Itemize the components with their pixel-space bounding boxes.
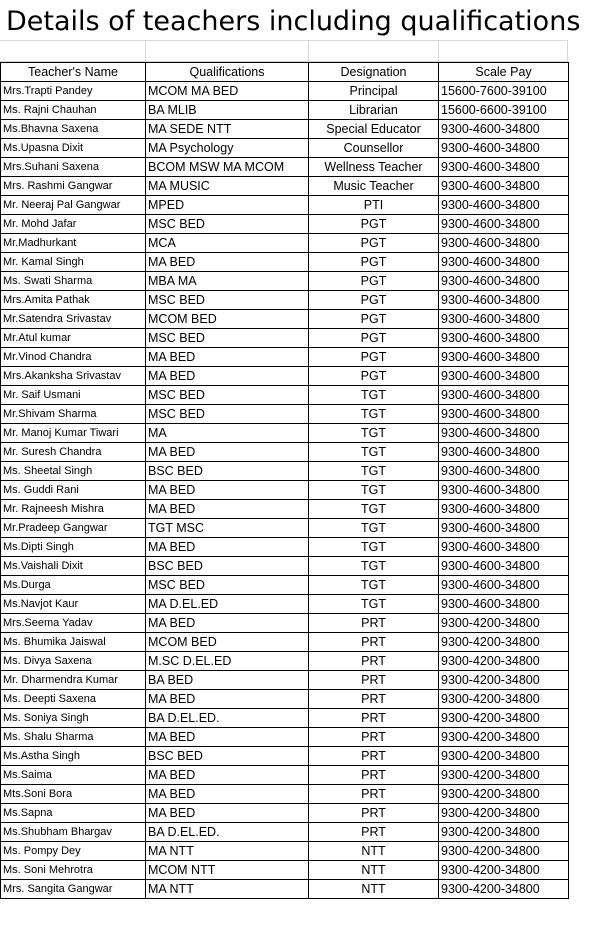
- cell-qualifications: MA BED: [146, 348, 309, 367]
- column-header-qualifications: Qualifications: [146, 63, 309, 82]
- cell-qualifications: MA D.EL.ED: [146, 595, 309, 614]
- cell-designation: PRT: [309, 690, 439, 709]
- cell-scale-pay: 9300-4600-34800: [439, 120, 569, 139]
- table-row: [1, 766, 569, 785]
- cell-scale-pay: 9300-4200-34800: [439, 671, 569, 690]
- cell-scale-pay: 9300-4600-34800: [439, 348, 569, 367]
- cell-designation: TGT: [309, 557, 439, 576]
- cell-scale-pay: 9300-4200-34800: [439, 766, 569, 785]
- cell-qualifications: MA BED: [146, 614, 309, 633]
- cell-qualifications: BSC BED: [146, 557, 309, 576]
- cell-teacher-name: Ms. Pompy Dey: [1, 842, 146, 861]
- cell-qualifications: MA BED: [146, 443, 309, 462]
- cell-designation: Librarian: [309, 101, 439, 120]
- cell-designation: Principal: [309, 82, 439, 101]
- cell-designation: PRT: [309, 804, 439, 823]
- table-row: [1, 880, 569, 899]
- table-row: [1, 671, 569, 690]
- cell-scale-pay: 9300-4600-34800: [439, 443, 569, 462]
- cell-qualifications: BA D.EL.ED.: [146, 709, 309, 728]
- cell-teacher-name: Mr. Rajneesh Mishra: [1, 500, 146, 519]
- table-body: [1, 82, 569, 899]
- cell-teacher-name: Mrs. Sangita Gangwar: [1, 880, 146, 899]
- cell-teacher-name: Mr.Pradeep Gangwar: [1, 519, 146, 538]
- cell-designation: TGT: [309, 443, 439, 462]
- cell-teacher-name: Mr.Atul kumar: [1, 329, 146, 348]
- cell-qualifications: MA BED: [146, 766, 309, 785]
- cell-teacher-name: Mrs.Trapti Pandey: [1, 82, 146, 101]
- cell-designation: PGT: [309, 291, 439, 310]
- table-row: [1, 842, 569, 861]
- cell-designation: Special Educator: [309, 120, 439, 139]
- cell-teacher-name: Mr. Mohd Jafar: [1, 215, 146, 234]
- cell-scale-pay: 9300-4200-34800: [439, 747, 569, 766]
- cell-teacher-name: Ms.Astha Singh: [1, 747, 146, 766]
- cell-designation: PGT: [309, 310, 439, 329]
- cell-qualifications: BA D.EL.ED.: [146, 823, 309, 842]
- cell-qualifications: MCOM BED: [146, 633, 309, 652]
- cell-teacher-name: Ms. Soniya Singh: [1, 709, 146, 728]
- table-row: [1, 861, 569, 880]
- cell-qualifications: BA BED: [146, 671, 309, 690]
- table-row: [1, 177, 569, 196]
- table-row: [1, 215, 569, 234]
- cell-teacher-name: Mr. Dharmendra Kumar: [1, 671, 146, 690]
- cell-teacher-name: Ms. Bhumika Jaiswal: [1, 633, 146, 652]
- table-row: [1, 120, 569, 139]
- cell-qualifications: MCOM NTT: [146, 861, 309, 880]
- cell-scale-pay: 9300-4600-34800: [439, 386, 569, 405]
- cell-designation: PRT: [309, 823, 439, 842]
- cell-scale-pay: 9300-4200-34800: [439, 861, 569, 880]
- cell-designation: PRT: [309, 766, 439, 785]
- cell-teacher-name: Ms. Soni Mehrotra: [1, 861, 146, 880]
- page-title: Details of teachers including qualifications: [6, 6, 581, 37]
- table-row: [1, 291, 569, 310]
- table-row: [1, 443, 569, 462]
- cell-teacher-name: Ms.Dipti Singh: [1, 538, 146, 557]
- cell-teacher-name: Ms. Swati Sharma: [1, 272, 146, 291]
- cell-designation: PGT: [309, 367, 439, 386]
- cell-teacher-name: Ms.Durga: [1, 576, 146, 595]
- cell-designation: Music Teacher: [309, 177, 439, 196]
- cell-qualifications: MSC BED: [146, 291, 309, 310]
- cell-qualifications: MA BED: [146, 538, 309, 557]
- cell-teacher-name: Ms.Upasna Dixit: [1, 139, 146, 158]
- cell-scale-pay: 9300-4600-34800: [439, 253, 569, 272]
- cell-scale-pay: 9300-4600-34800: [439, 291, 569, 310]
- cell-qualifications: MA Psychology: [146, 139, 309, 158]
- cell-teacher-name: Ms.Sapna: [1, 804, 146, 823]
- table-row: [1, 386, 569, 405]
- cell-designation: TGT: [309, 405, 439, 424]
- table-row: [1, 785, 569, 804]
- cell-designation: Wellness Teacher: [309, 158, 439, 177]
- cell-scale-pay: 9300-4600-34800: [439, 595, 569, 614]
- cell-qualifications: M.SC D.EL.ED: [146, 652, 309, 671]
- cell-scale-pay: 9300-4600-34800: [439, 405, 569, 424]
- cell-designation: PRT: [309, 614, 439, 633]
- table-row: [1, 272, 569, 291]
- cell-designation: TGT: [309, 595, 439, 614]
- table-row: [1, 823, 569, 842]
- table-row: [1, 329, 569, 348]
- cell-designation: PRT: [309, 671, 439, 690]
- cell-teacher-name: Ms. Divya Saxena: [1, 652, 146, 671]
- cell-teacher-name: Mr.Madhurkant: [1, 234, 146, 253]
- column-header-scale-pay: Scale Pay: [439, 63, 569, 82]
- cell-scale-pay: 9300-4600-34800: [439, 158, 569, 177]
- cell-designation: PRT: [309, 652, 439, 671]
- cell-designation: PGT: [309, 329, 439, 348]
- cell-designation: PGT: [309, 253, 439, 272]
- table-row: [1, 728, 569, 747]
- cell-teacher-name: Ms. Rajni Chauhan: [1, 101, 146, 120]
- cell-qualifications: MA BED: [146, 481, 309, 500]
- cell-designation: NTT: [309, 880, 439, 899]
- cell-designation: PRT: [309, 633, 439, 652]
- cell-teacher-name: Mts.Soni Bora: [1, 785, 146, 804]
- cell-scale-pay: 9300-4200-34800: [439, 633, 569, 652]
- cell-scale-pay: 9300-4200-34800: [439, 804, 569, 823]
- cell-scale-pay: 9300-4600-34800: [439, 462, 569, 481]
- cell-scale-pay: 9300-4600-34800: [439, 519, 569, 538]
- cell-qualifications: MA BED: [146, 804, 309, 823]
- table-row: [1, 481, 569, 500]
- cell-scale-pay: 9300-4200-34800: [439, 652, 569, 671]
- cell-scale-pay: 9300-4600-34800: [439, 424, 569, 443]
- table-row: [1, 424, 569, 443]
- cell-scale-pay: 9300-4600-34800: [439, 177, 569, 196]
- cell-qualifications: MA MUSIC: [146, 177, 309, 196]
- cell-qualifications: MCA: [146, 234, 309, 253]
- cell-teacher-name: Mrs.Amita Pathak: [1, 291, 146, 310]
- cell-qualifications: MSC BED: [146, 215, 309, 234]
- table-row: [1, 500, 569, 519]
- cell-teacher-name: Ms.Navjot Kaur: [1, 595, 146, 614]
- cell-teacher-name: Ms.Bhavna Saxena: [1, 120, 146, 139]
- cell-designation: PRT: [309, 747, 439, 766]
- cell-qualifications: MA BED: [146, 728, 309, 747]
- cell-scale-pay: 15600-7600-39100: [439, 82, 569, 101]
- cell-scale-pay: 9300-4600-34800: [439, 576, 569, 595]
- cell-qualifications: MSC BED: [146, 405, 309, 424]
- cell-designation: PRT: [309, 709, 439, 728]
- cell-qualifications: MA BED: [146, 785, 309, 804]
- cell-scale-pay: 9300-4600-34800: [439, 272, 569, 291]
- cell-designation: PTI: [309, 196, 439, 215]
- cell-designation: Counsellor: [309, 139, 439, 158]
- column-header-name: Teacher's Name: [1, 63, 146, 82]
- table-row: [1, 538, 569, 557]
- cell-qualifications: MPED: [146, 196, 309, 215]
- cell-scale-pay: 9300-4200-34800: [439, 690, 569, 709]
- table-row: [1, 633, 569, 652]
- table-row: [1, 557, 569, 576]
- cell-qualifications: MA BED: [146, 253, 309, 272]
- cell-qualifications: MBA MA: [146, 272, 309, 291]
- cell-teacher-name: Mr. Saif Usmani: [1, 386, 146, 405]
- cell-designation: TGT: [309, 386, 439, 405]
- cell-teacher-name: Mr. Neeraj Pal Gangwar: [1, 196, 146, 215]
- table-row: [1, 595, 569, 614]
- table-row: [1, 348, 569, 367]
- cell-teacher-name: Mr.Satendra Srivastav: [1, 310, 146, 329]
- cell-scale-pay: 9300-4200-34800: [439, 823, 569, 842]
- cell-qualifications: MCOM BED: [146, 310, 309, 329]
- cell-scale-pay: 9300-4200-34800: [439, 842, 569, 861]
- teachers-table: [0, 62, 569, 899]
- cell-teacher-name: Mrs.Suhani Saxena: [1, 158, 146, 177]
- cell-scale-pay: 9300-4200-34800: [439, 785, 569, 804]
- cell-designation: TGT: [309, 538, 439, 557]
- table-row: [1, 253, 569, 272]
- cell-scale-pay: 9300-4600-34800: [439, 196, 569, 215]
- cell-designation: PRT: [309, 728, 439, 747]
- table-row: [1, 576, 569, 595]
- column-header-designation: Designation: [309, 63, 439, 82]
- table-row: [1, 747, 569, 766]
- cell-scale-pay: 9300-4600-34800: [439, 481, 569, 500]
- cell-teacher-name: Ms. Sheetal Singh: [1, 462, 146, 481]
- cell-qualifications: MSC BED: [146, 576, 309, 595]
- cell-scale-pay: 9300-4600-34800: [439, 538, 569, 557]
- cell-teacher-name: Ms.Shubham Bhargav: [1, 823, 146, 842]
- table-row: [1, 234, 569, 253]
- cell-teacher-name: Ms. Deepti Saxena: [1, 690, 146, 709]
- table-row: [1, 158, 569, 177]
- cell-teacher-name: Mr. Kamal Singh: [1, 253, 146, 272]
- table-row: [1, 804, 569, 823]
- table-row: [1, 82, 569, 101]
- cell-designation: PGT: [309, 215, 439, 234]
- table-row: [1, 405, 569, 424]
- cell-teacher-name: Mrs.Seema Yadav: [1, 614, 146, 633]
- table-row: [1, 310, 569, 329]
- cell-qualifications: BSC BED: [146, 462, 309, 481]
- cell-qualifications: BA MLIB: [146, 101, 309, 120]
- cell-designation: TGT: [309, 481, 439, 500]
- cell-scale-pay: 9300-4600-34800: [439, 367, 569, 386]
- table-row: [1, 367, 569, 386]
- cell-designation: TGT: [309, 462, 439, 481]
- cell-qualifications: MSC BED: [146, 329, 309, 348]
- table-row: [1, 709, 569, 728]
- cell-scale-pay: 9300-4200-34800: [439, 728, 569, 747]
- table-row: [1, 101, 569, 120]
- cell-scale-pay: 9300-4200-34800: [439, 880, 569, 899]
- cell-designation: TGT: [309, 519, 439, 538]
- cell-scale-pay: 9300-4600-34800: [439, 310, 569, 329]
- cell-scale-pay: 9300-4600-34800: [439, 215, 569, 234]
- cell-qualifications: MA BED: [146, 367, 309, 386]
- cell-designation: PRT: [309, 785, 439, 804]
- cell-designation: PGT: [309, 348, 439, 367]
- cell-scale-pay: 9300-4600-34800: [439, 329, 569, 348]
- cell-designation: NTT: [309, 842, 439, 861]
- cell-qualifications: MA NTT: [146, 880, 309, 899]
- cell-teacher-name: Mrs.Akanksha Srivastav: [1, 367, 146, 386]
- cell-designation: TGT: [309, 500, 439, 519]
- cell-teacher-name: Mr.Vinod Chandra: [1, 348, 146, 367]
- cell-qualifications: MSC BED: [146, 386, 309, 405]
- cell-teacher-name: Ms.Saima: [1, 766, 146, 785]
- cell-designation: TGT: [309, 424, 439, 443]
- table-row: [1, 614, 569, 633]
- cell-scale-pay: 9300-4600-34800: [439, 139, 569, 158]
- cell-qualifications: MA SEDE NTT: [146, 120, 309, 139]
- cell-teacher-name: Mrs. Rashmi Gangwar: [1, 177, 146, 196]
- cell-qualifications: MA NTT: [146, 842, 309, 861]
- cell-scale-pay: 9300-4600-34800: [439, 557, 569, 576]
- cell-scale-pay: 15600-6600-39100: [439, 101, 569, 120]
- cell-designation: NTT: [309, 861, 439, 880]
- cell-scale-pay: 9300-4600-34800: [439, 500, 569, 519]
- cell-teacher-name: Ms. Shalu Sharma: [1, 728, 146, 747]
- cell-qualifications: MA BED: [146, 690, 309, 709]
- cell-qualifications: MA BED: [146, 500, 309, 519]
- cell-qualifications: BCOM MSW MA MCOM: [146, 158, 309, 177]
- table-row: [1, 139, 569, 158]
- table-row: [1, 519, 569, 538]
- cell-qualifications: MA: [146, 424, 309, 443]
- table-header-row: [1, 63, 569, 82]
- table-row: [1, 652, 569, 671]
- cell-designation: PGT: [309, 272, 439, 291]
- cell-teacher-name: Ms.Vaishali Dixit: [1, 557, 146, 576]
- cell-designation: TGT: [309, 576, 439, 595]
- cell-teacher-name: Mr. Manoj Kumar Tiwari: [1, 424, 146, 443]
- table-row: [1, 462, 569, 481]
- table-row: [1, 196, 569, 215]
- cell-teacher-name: Ms. Guddi Rani: [1, 481, 146, 500]
- cell-teacher-name: Mr. Suresh Chandra: [1, 443, 146, 462]
- cell-scale-pay: 9300-4200-34800: [439, 709, 569, 728]
- cell-scale-pay: 9300-4200-34800: [439, 614, 569, 633]
- cell-scale-pay: 9300-4600-34800: [439, 234, 569, 253]
- cell-qualifications: MCOM MA BED: [146, 82, 309, 101]
- table-row: [1, 690, 569, 709]
- cell-qualifications: TGT MSC: [146, 519, 309, 538]
- cell-designation: PGT: [309, 234, 439, 253]
- cell-qualifications: BSC BED: [146, 747, 309, 766]
- cell-teacher-name: Mr.Shivam Sharma: [1, 405, 146, 424]
